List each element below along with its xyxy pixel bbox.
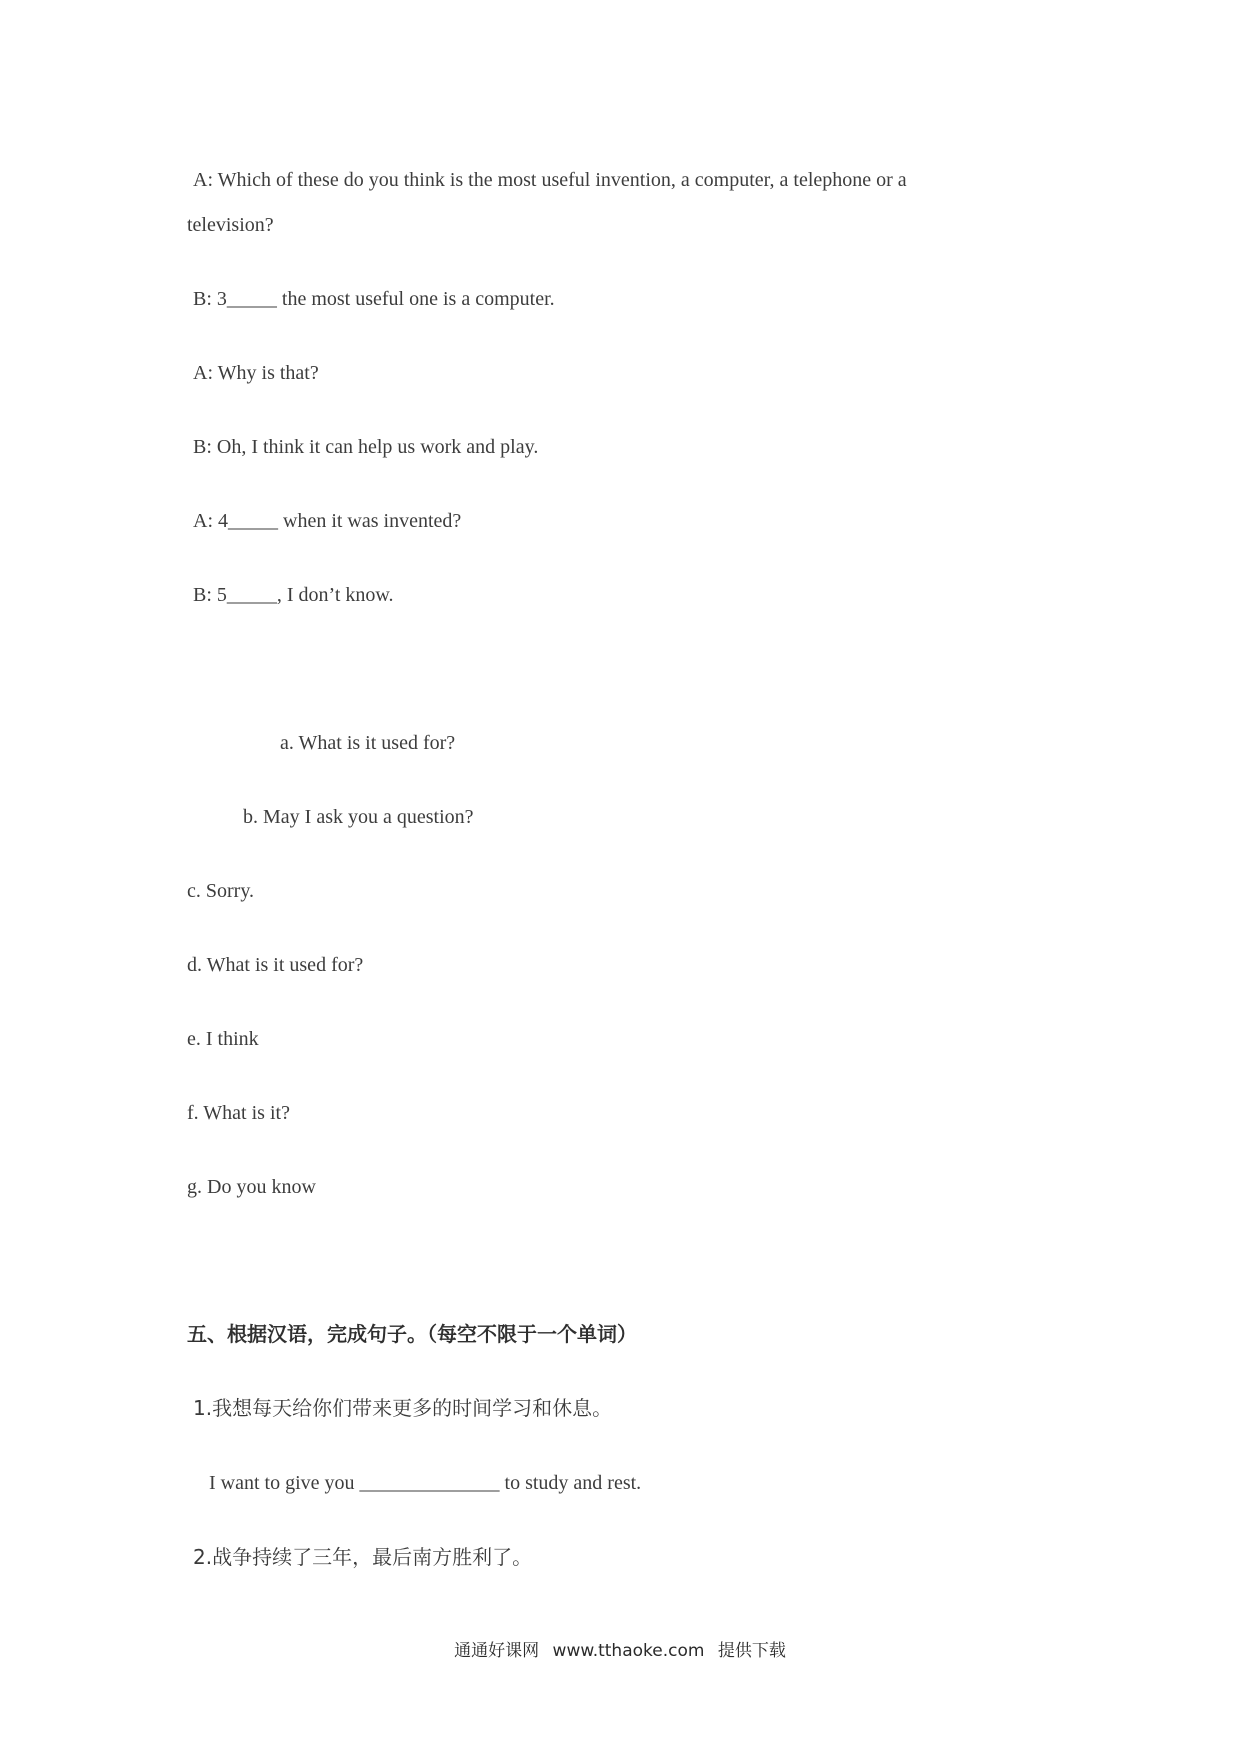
dialogue-line-1-cont: television?: [187, 214, 274, 236]
dialogue-line-2: B: 3_____ the most useful one is a computer.: [193, 288, 555, 310]
option-a: a. What is it used for?: [280, 732, 456, 754]
option-e: e. I think: [187, 1028, 259, 1050]
page-footer: [0, 1636, 1240, 1661]
dialogue-line-4: B: Oh, I think it can help us work and play.: [193, 436, 539, 458]
option-d: d. What is it used for?: [187, 954, 364, 976]
footer-url-link[interactable]: www.tthaoke.com: [552, 1641, 705, 1661]
footer-suffix: 提供下载: [717, 1641, 786, 1661]
dialogue-line-1: A: Which of these do you think is the most useful invention, a computer, a telephone or a: [193, 169, 907, 191]
section-five-item-2: 2.战争持续了三年，最后南方胜利了。: [193, 1545, 533, 1569]
option-f: f. What is it?: [187, 1102, 290, 1124]
footer-site-name: 通通好课网: [454, 1641, 540, 1661]
option-b: b. May I ask you a question?: [243, 806, 474, 828]
section-five-item-1: 1.我想每天给你们带来更多的时间学习和休息。: [193, 1396, 613, 1420]
dialogue-line-5: A: 4_____ when it was invented?: [193, 510, 462, 532]
section-five-item-1-answer: I want to give you ______________ to study and rest.: [209, 1472, 642, 1494]
section-five-heading: 五、根据汉语，完成句子。（每空不限于一个单词）: [187, 1322, 637, 1346]
dialogue-line-6: B: 5_____, I don’t know.: [193, 584, 394, 606]
option-g: g. Do you know: [187, 1176, 316, 1198]
dialogue-line-3: A: Why is that?: [193, 362, 319, 384]
option-c: c. Sorry.: [187, 880, 255, 902]
